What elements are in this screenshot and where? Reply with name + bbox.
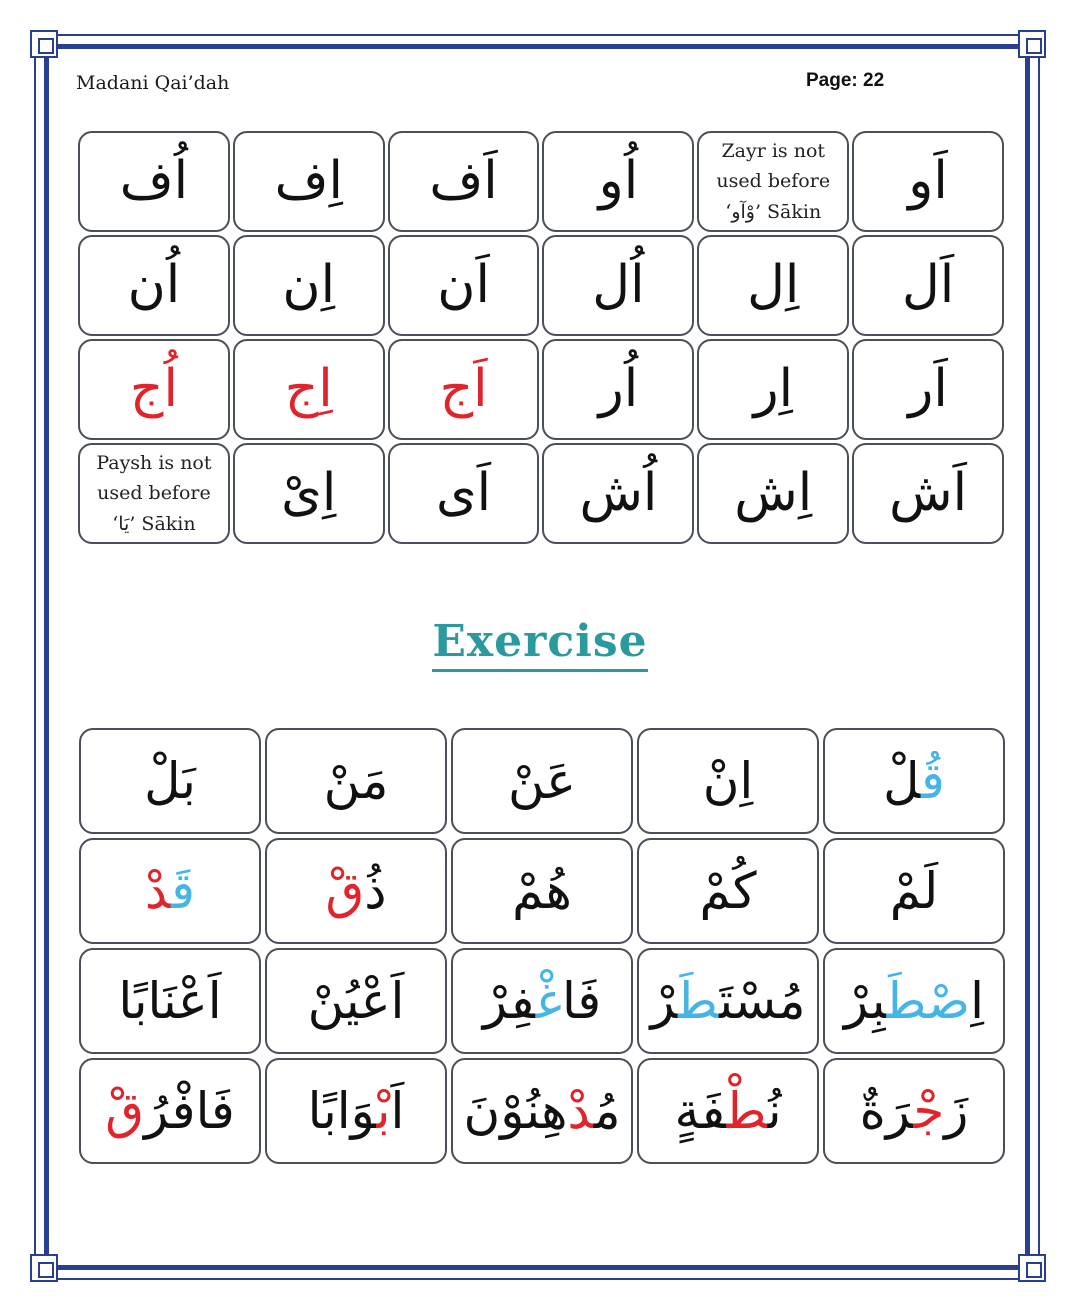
arabic-text: اِر	[753, 358, 794, 419]
arabic-word	[843, 971, 985, 1030]
word-cell	[265, 838, 447, 944]
word-cell	[823, 728, 1005, 834]
letter-cell	[78, 339, 230, 440]
arabic-word	[482, 971, 602, 1030]
word-cell	[265, 728, 447, 834]
paysh-note	[96, 448, 211, 539]
page-number: Page: 22	[806, 70, 885, 91]
word-part: قْ	[105, 1081, 145, 1140]
word-part: بِرْ	[843, 971, 887, 1030]
word-part: قَ	[171, 861, 196, 920]
arabic-text: اِیْ	[281, 462, 337, 523]
arabic-word	[463, 1081, 621, 1140]
word-part: قْ	[325, 861, 365, 920]
arabic-word	[325, 861, 387, 920]
word-part: اَ	[390, 1081, 405, 1140]
arabic-text: اُو	[598, 150, 639, 211]
word-cell	[79, 948, 261, 1054]
arabic-text: اُش	[579, 462, 658, 523]
arabic-text: اِف	[274, 150, 343, 211]
word-cell	[79, 728, 261, 834]
zayr-note	[716, 136, 830, 227]
letters-table	[78, 131, 1004, 544]
letter-cell	[852, 235, 1004, 336]
letter-cell	[78, 131, 230, 232]
arabic-text: اَر	[908, 358, 948, 419]
arabic-text: اُن	[127, 254, 181, 315]
letter-cell	[388, 131, 540, 232]
arabic-word: اَعْيُنْ	[307, 971, 405, 1030]
arabic-text: اُج	[129, 358, 178, 419]
letter-cell	[542, 443, 694, 544]
word-part: فْ	[171, 1081, 196, 1140]
letter-cell	[233, 443, 385, 544]
letter-cell	[78, 235, 230, 336]
word-part: بْ	[376, 1081, 391, 1140]
letter-cell	[233, 235, 385, 336]
corner-ornament	[1018, 30, 1046, 58]
word-part: وَابًا	[307, 1081, 377, 1140]
arabic-text: اُف	[119, 150, 189, 211]
letter-cell	[852, 443, 1004, 544]
letter-cell	[388, 443, 540, 544]
corner-ornament	[1018, 1254, 1046, 1282]
note-line: used before	[97, 482, 211, 505]
word-part: نُ	[767, 1081, 782, 1140]
word-part: مُ	[593, 1081, 621, 1140]
word-cell	[823, 838, 1005, 944]
letter-cell	[233, 131, 385, 232]
arabic-word: لَمْ	[889, 861, 939, 920]
letter-cell	[542, 339, 694, 440]
arabic-word	[674, 1081, 782, 1140]
word-cell	[79, 838, 261, 944]
letter-cell	[542, 235, 694, 336]
exercise-heading	[0, 616, 1080, 667]
arabic-text: اِج	[284, 358, 333, 419]
word-cell	[451, 838, 633, 944]
word-part: ذُ	[364, 861, 387, 920]
word-part: هِنُوْنَ	[463, 1081, 568, 1140]
arabic-text: اَی	[435, 462, 492, 523]
arabic-word	[883, 751, 945, 810]
note-line: used before	[716, 170, 831, 193]
word-part: غْ	[535, 971, 562, 1030]
corner-ornament	[30, 1254, 58, 1282]
word-cell	[637, 948, 819, 1054]
arabic-word	[650, 971, 806, 1030]
word-cell	[637, 1058, 819, 1164]
word-part: اِ	[970, 971, 985, 1030]
word-part: زَ	[944, 1081, 969, 1140]
word-cell	[265, 948, 447, 1054]
word-cell	[451, 728, 633, 834]
arabic-word: هُمْ	[512, 861, 572, 920]
arabic-word	[144, 861, 196, 920]
corner-ornament	[30, 30, 58, 58]
letter-cell	[388, 235, 540, 336]
arabic-word	[859, 1081, 969, 1140]
word-part: طْ	[726, 1081, 768, 1140]
arabic-text: اَش	[889, 462, 968, 523]
letter-cell	[388, 339, 540, 440]
note-cell	[697, 131, 849, 232]
arabic-word: عَنْ	[508, 751, 576, 810]
letter-cell	[697, 443, 849, 544]
word-part: فَةٍ	[674, 1081, 727, 1140]
word-cell	[451, 948, 633, 1054]
word-part: فَا	[195, 1081, 235, 1140]
letter-cell	[542, 131, 694, 232]
word-part: رْ	[650, 971, 679, 1030]
arabic-text: اَن	[437, 254, 490, 315]
letter-cell	[697, 339, 849, 440]
word-part: لْ	[883, 751, 921, 810]
word-part: دْ	[567, 1081, 594, 1140]
note-cell	[78, 443, 230, 544]
word-part: جْ	[913, 1081, 945, 1140]
word-cell	[823, 948, 1005, 1054]
word-part: دْ	[144, 861, 172, 920]
word-cell	[637, 838, 819, 944]
arabic-word: اِنْ	[702, 751, 754, 810]
word-part: قُ	[920, 751, 945, 810]
arabic-word: بَلْ	[144, 751, 196, 810]
word-part: طَ	[678, 971, 720, 1030]
word-part: صْطَ	[886, 971, 971, 1030]
arabic-text: اَف	[429, 150, 498, 211]
arabic-text: اِل	[747, 254, 800, 315]
word-cell	[823, 1058, 1005, 1164]
arabic-word: مَنْ	[323, 751, 389, 810]
arabic-word	[307, 1081, 405, 1140]
word-cell	[451, 1058, 633, 1164]
arabic-text: اُر	[598, 358, 639, 419]
word-part: فِرْ	[482, 971, 536, 1030]
word-part: مُسْتَ	[719, 971, 806, 1030]
exercise-title: Exercise	[432, 616, 647, 672]
arabic-text: اِش	[734, 462, 813, 523]
arabic-text: اَو	[908, 150, 948, 211]
letter-cell	[697, 235, 849, 336]
note-line: Zayr is not	[721, 139, 826, 162]
word-cell	[79, 1058, 261, 1164]
letter-cell	[233, 339, 385, 440]
arabic-text: اُل	[592, 254, 645, 315]
note-line: ‘وْآو’ Sākin	[725, 200, 822, 223]
letter-cell	[852, 131, 1004, 232]
arabic-text: اَج	[439, 358, 488, 419]
note-line: Paysh is not	[96, 451, 212, 474]
note-line: ‘یَا’ Sākin	[112, 512, 196, 535]
word-part: رُ	[144, 1081, 172, 1140]
arabic-word: كُمْ	[699, 861, 757, 920]
arabic-text: اَل	[901, 254, 955, 315]
word-cell	[265, 1058, 447, 1164]
word-cell	[637, 728, 819, 834]
letter-cell	[852, 339, 1004, 440]
word-part: رَةٌ	[859, 1081, 914, 1140]
arabic-word: اَعْنَابًا	[118, 971, 222, 1030]
arabic-word	[105, 1081, 235, 1140]
exercise-table	[79, 728, 1005, 1164]
book-title: Madani Qai’dah	[76, 72, 230, 94]
word-part: فَا	[561, 971, 602, 1030]
arabic-text: اِن	[282, 254, 336, 315]
